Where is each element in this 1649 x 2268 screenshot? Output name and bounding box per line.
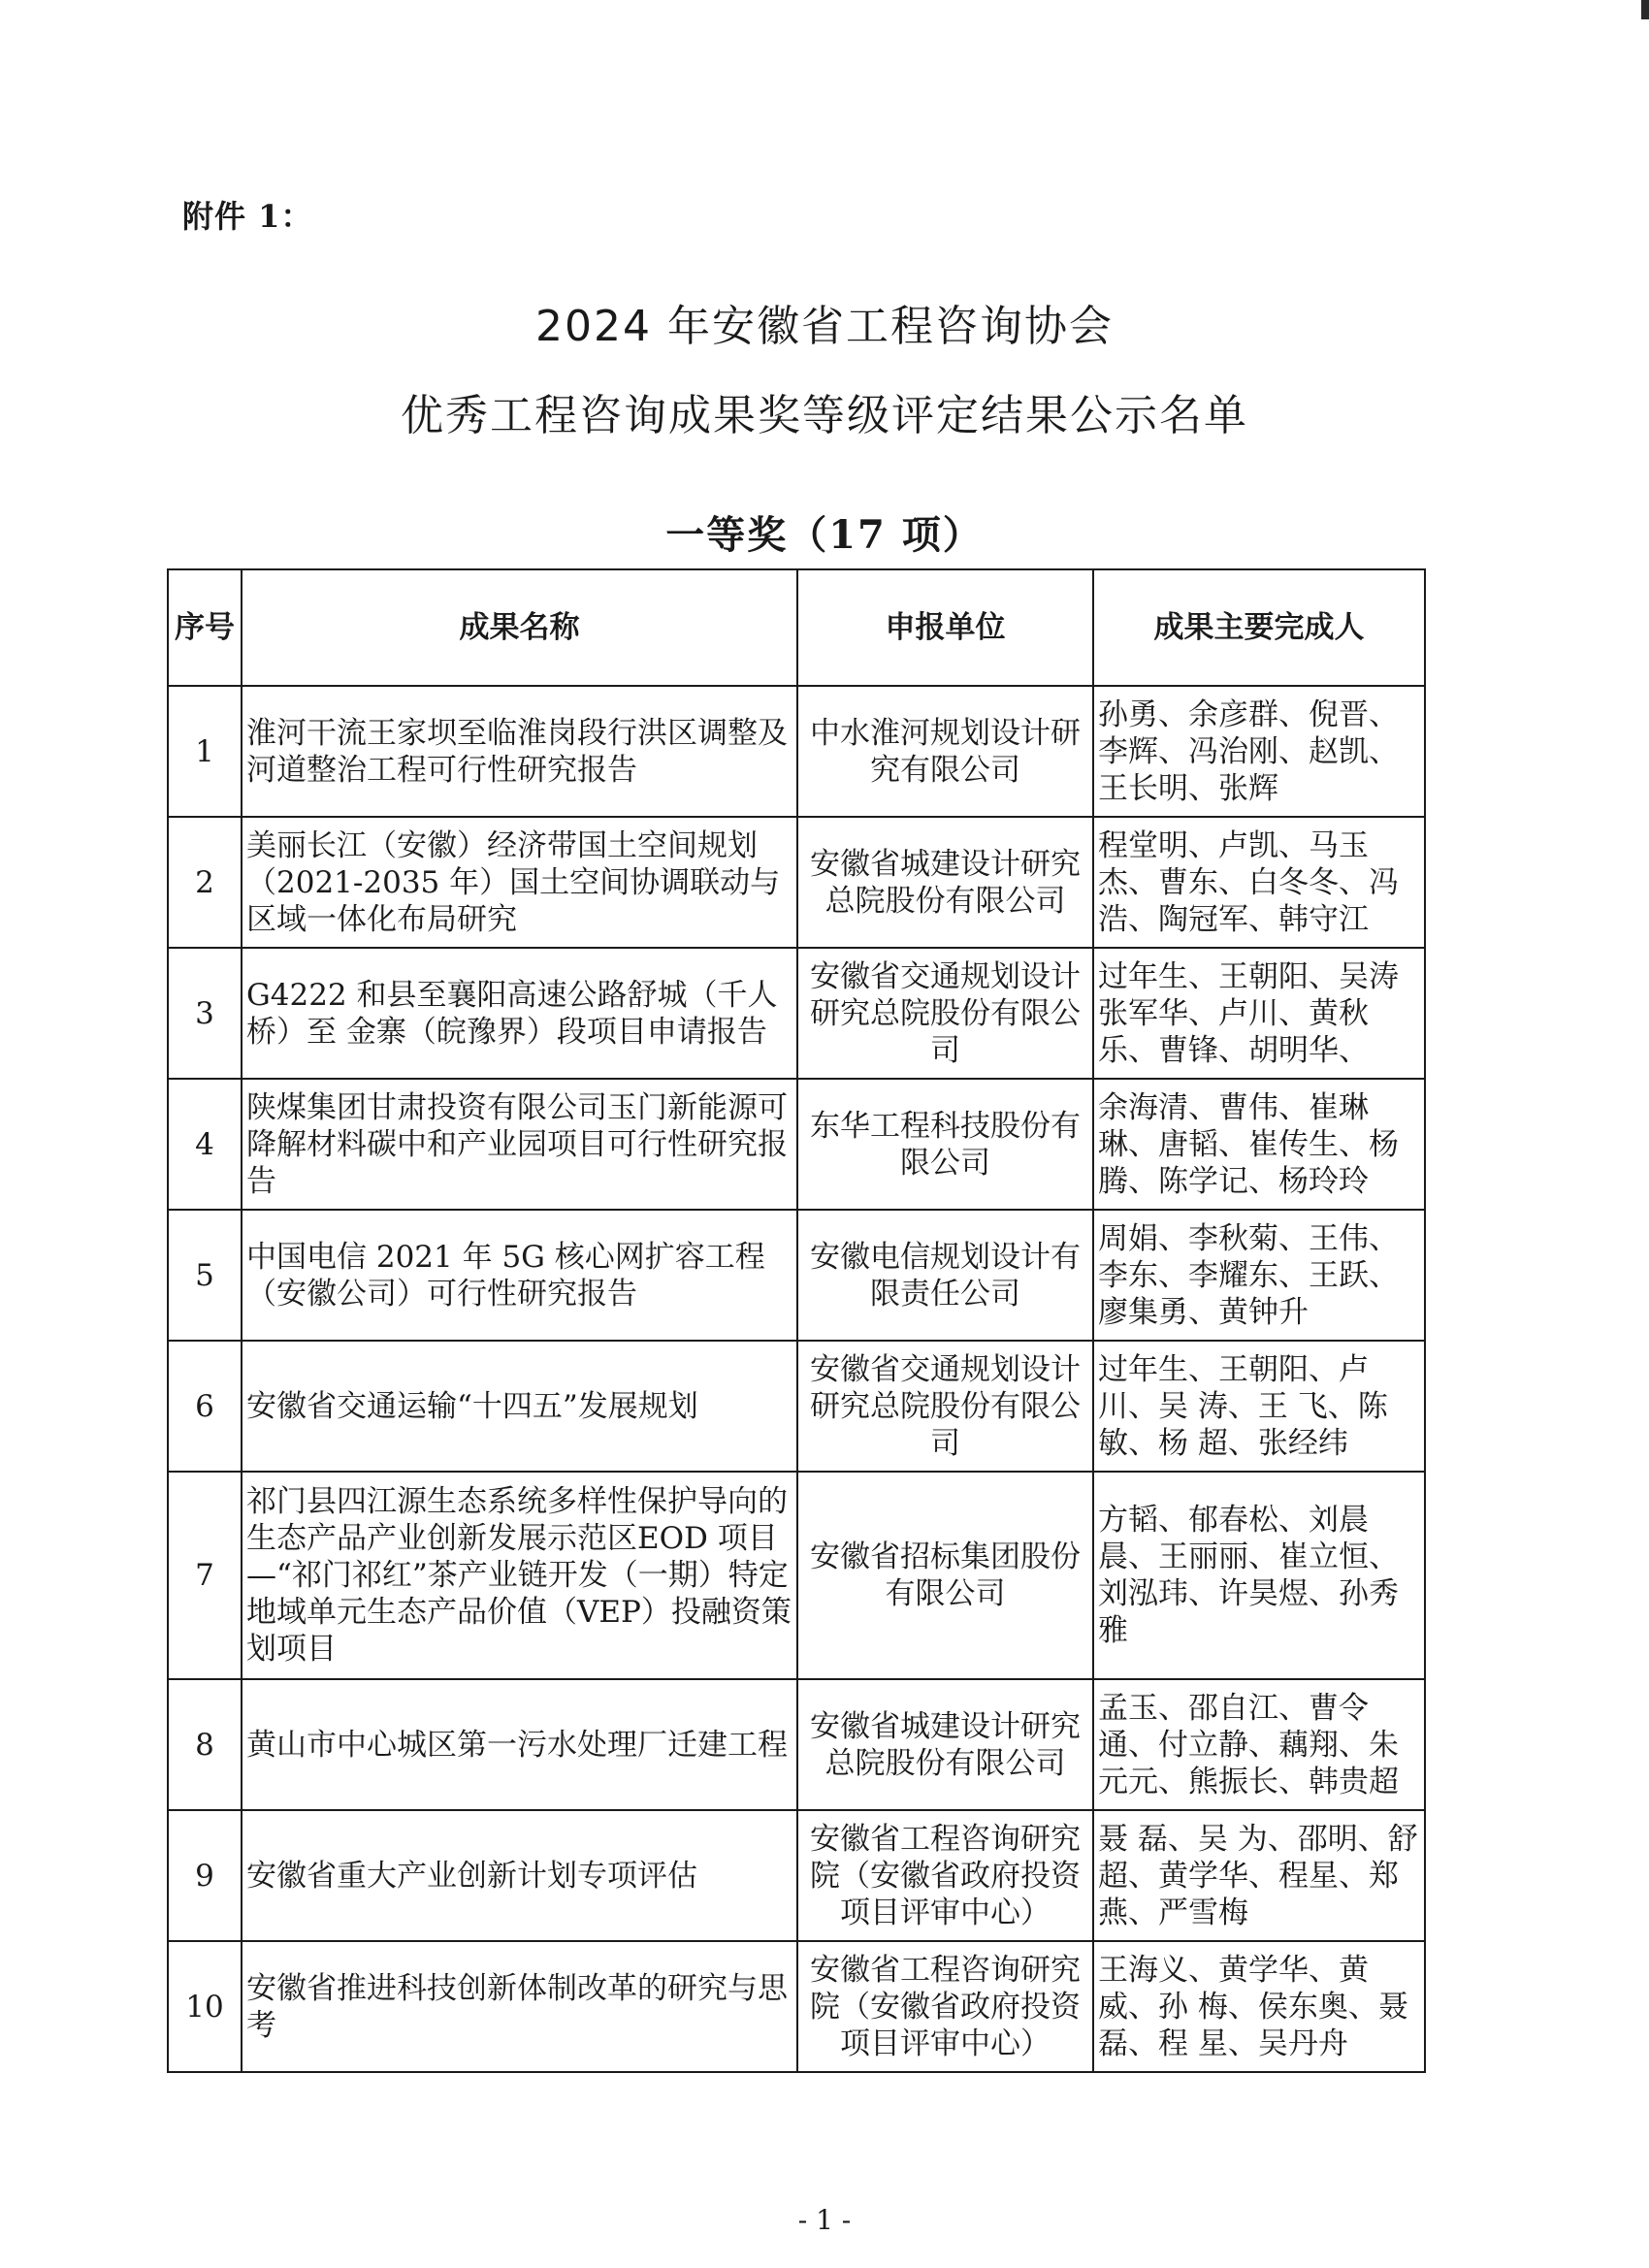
attachment-label: 附件 1： xyxy=(182,198,313,235)
table-row xyxy=(168,1472,1425,1679)
column-header-name: 成果名称 xyxy=(242,569,797,686)
achievement-name: 淮河干流王家坝至临淮岗段行洪区调整及河道整治工程可行性研究报告 xyxy=(242,686,797,817)
main-contributors: 余海清、曹伟、崔琳琳、唐韬、崔传生、杨腾、陈学记、杨玲玲 xyxy=(1093,1079,1425,1210)
results-table xyxy=(167,568,1426,2073)
table-row xyxy=(168,1079,1425,1210)
achievement-name: 黄山市中心城区第一污水处理厂迁建工程 xyxy=(242,1679,797,1810)
achievement-name: 中国电信 2021 年 5G 核心网扩容工程（安徽公司）可行性研究报告 xyxy=(242,1210,797,1341)
main-contributors: 过年生、王朝阳、卢川、吴 涛、王 飞、陈 敏、杨 超、张经纬 xyxy=(1093,1341,1425,1472)
row-number: 9 xyxy=(168,1810,242,1941)
submitting-unit: 安徽省城建设计研究总院股份有限公司 xyxy=(797,817,1093,948)
row-number: 7 xyxy=(168,1472,242,1679)
scan-edge-mark xyxy=(1641,0,1649,19)
main-contributors: 程堂明、卢凯、马玉杰、曹东、白冬冬、冯浩、陶冠军、韩守江 xyxy=(1093,817,1425,948)
submitting-unit: 安徽省交通规划设计研究总院股份有限公司 xyxy=(797,1341,1093,1472)
table-row xyxy=(168,1810,1425,1941)
row-number: 4 xyxy=(168,1079,242,1210)
column-header-no: 序号 xyxy=(168,569,242,686)
table-row xyxy=(168,948,1425,1079)
award-level-heading: 一等奖（17 项） xyxy=(665,512,984,558)
row-number: 8 xyxy=(168,1679,242,1810)
row-number: 3 xyxy=(168,948,242,1079)
table-row xyxy=(168,1210,1425,1341)
table-row xyxy=(168,1679,1425,1810)
document-title-line-2: 优秀工程咨询成果奖等级评定结果公示名单 xyxy=(401,391,1248,440)
achievement-name: 安徽省交通运输“十四五”发展规划 xyxy=(242,1341,797,1472)
page-number: - 1 - xyxy=(797,2204,852,2236)
column-header-people: 成果主要完成人 xyxy=(1093,569,1425,686)
achievement-name: 美丽长江（安徽）经济带国土空间规划（2021-2035 年）国土空间协调联动与区域一体化布局研究 xyxy=(242,817,797,948)
submitting-unit: 东华工程科技股份有限公司 xyxy=(797,1079,1093,1210)
achievement-name: 祁门县四江源生态系统多样性保护导向的生态产品产业创新发展示范区EOD 项目—“祁门祁红”茶产业链开发（一期）特定地域单元生态产品价值（VEP）投融资策划项目 xyxy=(242,1472,797,1679)
table-row xyxy=(168,1341,1425,1472)
table-row xyxy=(168,686,1425,817)
table-row xyxy=(168,817,1425,948)
document-title-line-1: 2024 年安徽省工程咨询协会 xyxy=(535,302,1114,351)
main-contributors: 过年生、王朝阳、吴涛张军华、卢川、黄秋乐、曹锋、胡明华、 xyxy=(1093,948,1425,1079)
achievement-name: 安徽省重大产业创新计划专项评估 xyxy=(242,1810,797,1941)
achievement-name: G4222 和县至襄阳高速公路舒城（千人桥）至 金寨（皖豫界）段项目申请报告 xyxy=(242,948,797,1079)
main-contributors: 聂 磊、吴 为、邵明、舒 超、黄学华、程星、郑 燕、严雪梅 xyxy=(1093,1810,1425,1941)
main-contributors: 孟玉、邵自江、曹令通、付立静、藕翔、朱元元、熊振长、韩贵超 xyxy=(1093,1679,1425,1810)
table-row xyxy=(168,1941,1425,2072)
row-number: 5 xyxy=(168,1210,242,1341)
table-header-row xyxy=(168,569,1425,686)
submitting-unit: 安徽省工程咨询研究院（安徽省政府投资项目评审中心） xyxy=(797,1810,1093,1941)
main-contributors: 周娟、李秋菊、王伟、李东、李耀东、王跃、廖集勇、黄钟升 xyxy=(1093,1210,1425,1341)
row-number: 2 xyxy=(168,817,242,948)
submitting-unit: 安徽省交通规划设计研究总院股份有限公司 xyxy=(797,948,1093,1079)
submitting-unit: 安徽省招标集团股份有限公司 xyxy=(797,1472,1093,1679)
column-header-unit: 申报单位 xyxy=(797,569,1093,686)
row-number: 1 xyxy=(168,686,242,817)
submitting-unit: 安徽电信规划设计有限责任公司 xyxy=(797,1210,1093,1341)
main-contributors: 孙勇、余彦群、倪晋、李辉、冯治刚、赵凯、王长明、张辉 xyxy=(1093,686,1425,817)
row-number: 6 xyxy=(168,1341,242,1472)
submitting-unit: 中水淮河规划设计研究有限公司 xyxy=(797,686,1093,817)
row-number: 10 xyxy=(168,1941,242,2072)
submitting-unit: 安徽省城建设计研究总院股份有限公司 xyxy=(797,1679,1093,1810)
achievement-name: 安徽省推进科技创新体制改革的研究与思考 xyxy=(242,1941,797,2072)
main-contributors: 王海义、黄学华、黄威、孙 梅、侯东奥、聂磊、程 星、吴丹舟 xyxy=(1093,1941,1425,2072)
achievement-name: 陕煤集团甘肃投资有限公司玉门新能源可降解材料碳中和产业园项目可行性研究报告 xyxy=(242,1079,797,1210)
submitting-unit: 安徽省工程咨询研究院（安徽省政府投资项目评审中心） xyxy=(797,1941,1093,2072)
main-contributors: 方韬、郁春松、刘晨晨、王丽丽、崔立恒、刘泓玮、许昊煜、孙秀雅 xyxy=(1093,1472,1425,1679)
